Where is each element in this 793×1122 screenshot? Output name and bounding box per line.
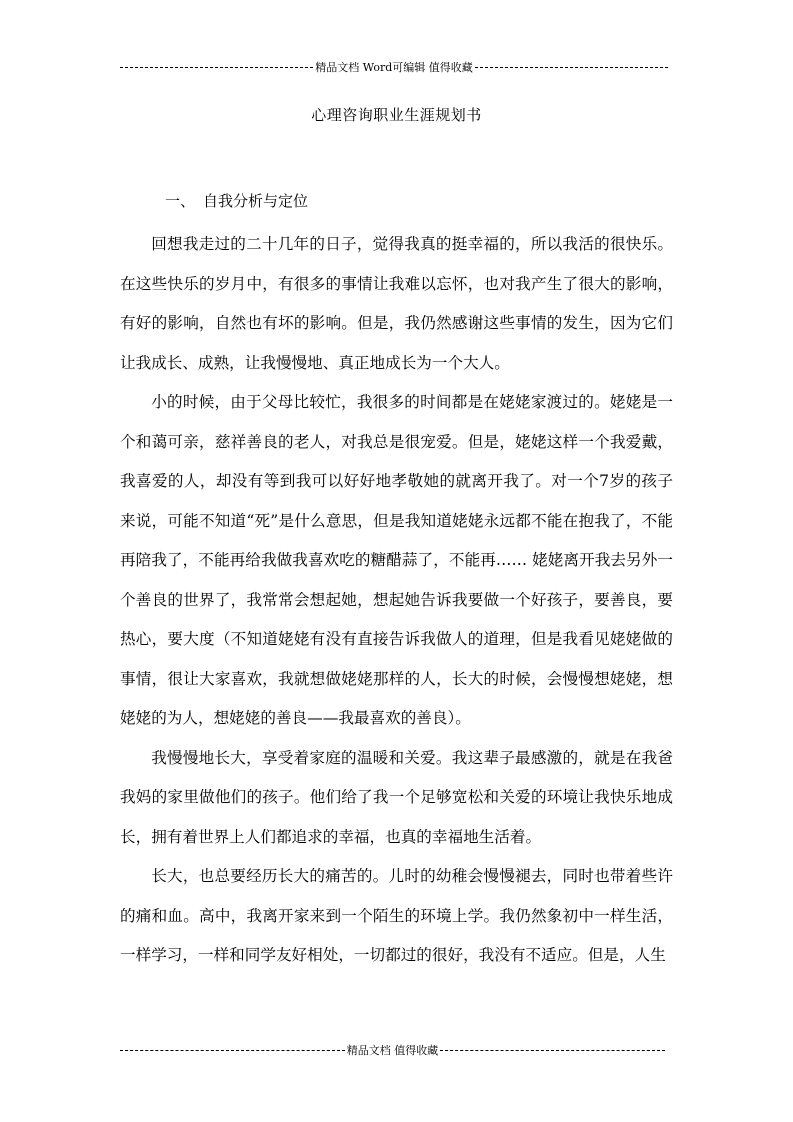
section-number: 一、: [165, 192, 196, 210]
footer-text: 精品文档 值得收藏: [346, 1044, 439, 1057]
footer-dash-left: [120, 1050, 345, 1051]
paragraph: 小的时候，由于父母比较忙，我很多的时间都是在姥姥家渡过的。姥姥是一个和蔼可亲，慈祥善良的老人，对我总是很宠爱。但是，姥姥这样一个我爱戴，我喜爱的人，却没有等到我可以好好地孝敬她的就离开我了。对一个7岁的孩子来说，可能不知道“死”是什么意思，但是我知道姥姥永远都不能在抱我了，不能再陪我了，不能再给我做我喜欢吃的糖醋蒜了，不能再…… 姥姥离开我去另外一个善良的世界了，我常常会想起她，想起她告诉我要做一个好孩子，要善良，要热心，要大度（不知道姥姥有没有直接告诉我做人的道理，但是我看见姥姥做的事情，很让大家喜欢，我就想做姥姥那样的人，长大的时候，会慢慢想姥姥，想姥姥的为人，想姥姥的善良——我最喜欢的善良）。: [120, 393, 673, 727]
footer-dash-right: [440, 1050, 665, 1051]
header-dash-left: [120, 67, 313, 68]
page-footer: [120, 1043, 665, 1057]
paragraph: 我慢慢地长大，享受着家庭的温暖和关爱。我这辈子最感激的，就是在我爸我妈的家里做他们的孩子。他们给了我一个足够宽松和关爱的环境让我快乐地成长，拥有着世界上人们都追求的幸福，也真的幸福地生活着。: [120, 748, 673, 846]
paragraph: 回想我走过的二十几年的日子，觉得我真的挺幸福的，所以我活的很快乐。在这些快乐的岁月中，有很多的事情让我难以忘怀，也对我产生了很大的影响，有好的影响，自然也有坏的影响。但是，我仍然感谢这些事情的发生，因为它们让我成长、成熟，让我慢慢地、真正地成长为一个大人。: [120, 235, 673, 372]
page-header: [120, 60, 668, 74]
body-content: [120, 225, 673, 976]
document-title: 心理咨询职业生涯规划书: [311, 106, 482, 124]
paragraph: 长大，也总要经历长大的痛苦的。儿时的幼稚会慢慢褪去，同时也带着些许的痛和血。高中，我离开家来到一个陌生的环境上学。我仍然象初中一样生活，一样学习，一样和同学友好相处，一切都过的很好，我没有不适应。但是，人生: [120, 867, 673, 964]
header-dash-right: [475, 67, 668, 68]
section-heading-text: 自我分析与定位: [203, 192, 309, 210]
header-text: 精品文档 Word可编辑 值得收藏: [315, 61, 473, 74]
section-heading: [165, 190, 308, 211]
